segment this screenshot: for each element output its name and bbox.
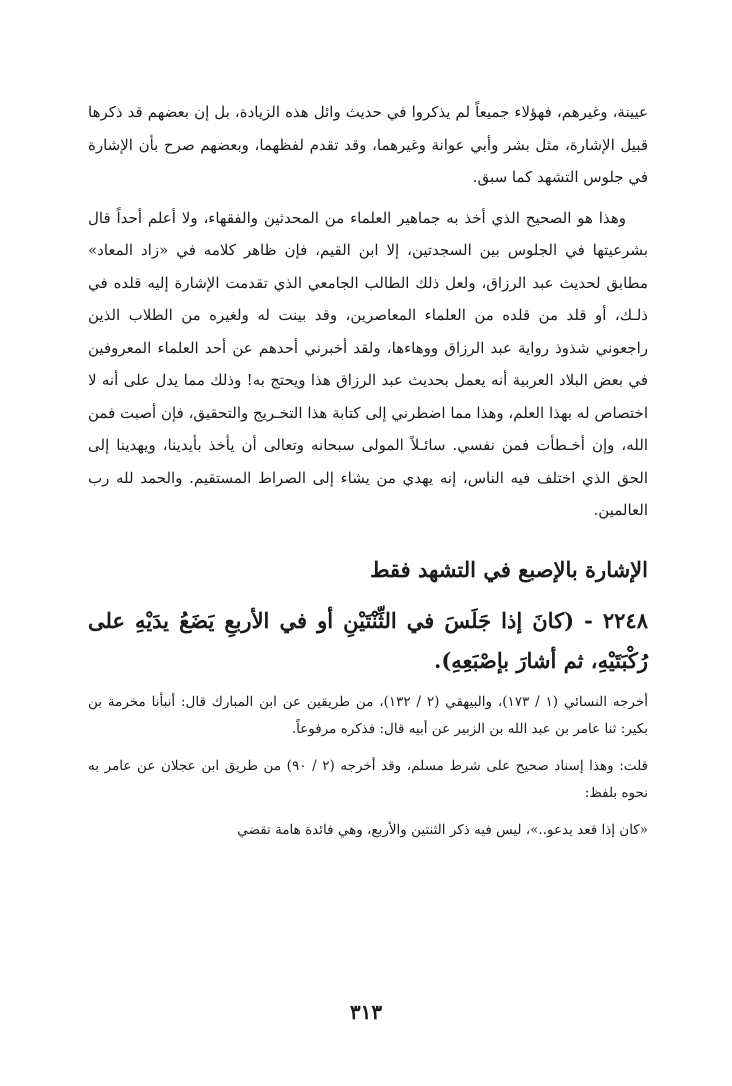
page-number: ٣١٣: [349, 1000, 383, 1024]
paragraph-1: عيينة، وغيرهم، فهؤلاء جميعاً لم يذكروا في حديث وائل هذه الزيادة، بل إن بعضهم قد ذكرها قبيل الإشارة، مثل بشر وأبي عوانة وغيرهما، وقد تقدم لفظهما، وبعضهم صرح بأن الإشارة في جلوس التشهد كما سبق.: [88, 103, 648, 186]
hadith-text: ٢٢٤٨ - (كانَ إذا جَلَسَ في الثِّنْتَيْنِ أو في الأربعِ يَضَعُ يدَيْهِ على رُكْبَتَيْهِ، ثم أشارَ بإصْبَعِهِ).: [88, 607, 648, 673]
isnad-comment: قلت: وهذا إسناد صحيح على شرط مسلم، وقد أخرجه (٢ / ٩٠) من طريق ابن عجلان عن عامر به نحوه بلفظ:: [88, 757, 648, 801]
page-body: [88, 96, 648, 844]
section-heading: الإشارة بالإصبع في التشهد فقط: [370, 556, 648, 582]
narration-quote: «كان إذا قعد يدعو..»، ليس فيه ذكر الثنتين والأربع، وهي فائدة هامة تقضي: [237, 821, 648, 838]
takhrij-note: أخرجه النسائي (١ / ١٧٣)، والبيهقي (٢ / ١٣٢)، من طريقين عن ابن المبارك قال: أنبأنا مخرمة بن بكير: ثنا عامر بن عبد الله بن الزبير عن أبيه قال: فذكره مرفوعاً.: [88, 693, 648, 737]
paragraph-2: وهذا هو الصحيح الذي أخذ به جماهير العلماء من المحدثين والفقهاء، ولا أعلم أحداً قال بشرعيتها في الجلوس بين السجدتين، إلا ابن القيم، فإن ظاهر كلامه في «زاد المعاد» مطابق لحديث عبد الرزاق، ولعل ذلك الطالب الجامعي الذي تقدمت الإشارة إليه قلده في ذلـك، أو قلد من قلده من العلماء المعاصرين، وقد بينت له ولغيره من الطلاب الذين راجعوني شذوذ رواية عبد الرزاق ووهاءها، ولقد أخبرني أحدهم عن أحد العلماء المعروفين في بعض البلاد العربية أنه يعمل بحديث عبد الرزاق هذا ويحتج به! وذلك مما يدل على أنه لا اختصاص له بهذا العلم، وهذا مما اضطرني إلى كتابة هذا التخـريج والتحقيق، فإن أصبت فمن الله، وإن أخـطأت فمن نفسي. سائـلاً المولى سبحانه وتعالى أن يأخذ بأيدينا، ويهدينا إلى الحق الذي اختلف فيه الناس، إنه يهدي من يشاء إلى الصراط المستقيم. والحمد لله رب العالمين.: [88, 208, 648, 519]
